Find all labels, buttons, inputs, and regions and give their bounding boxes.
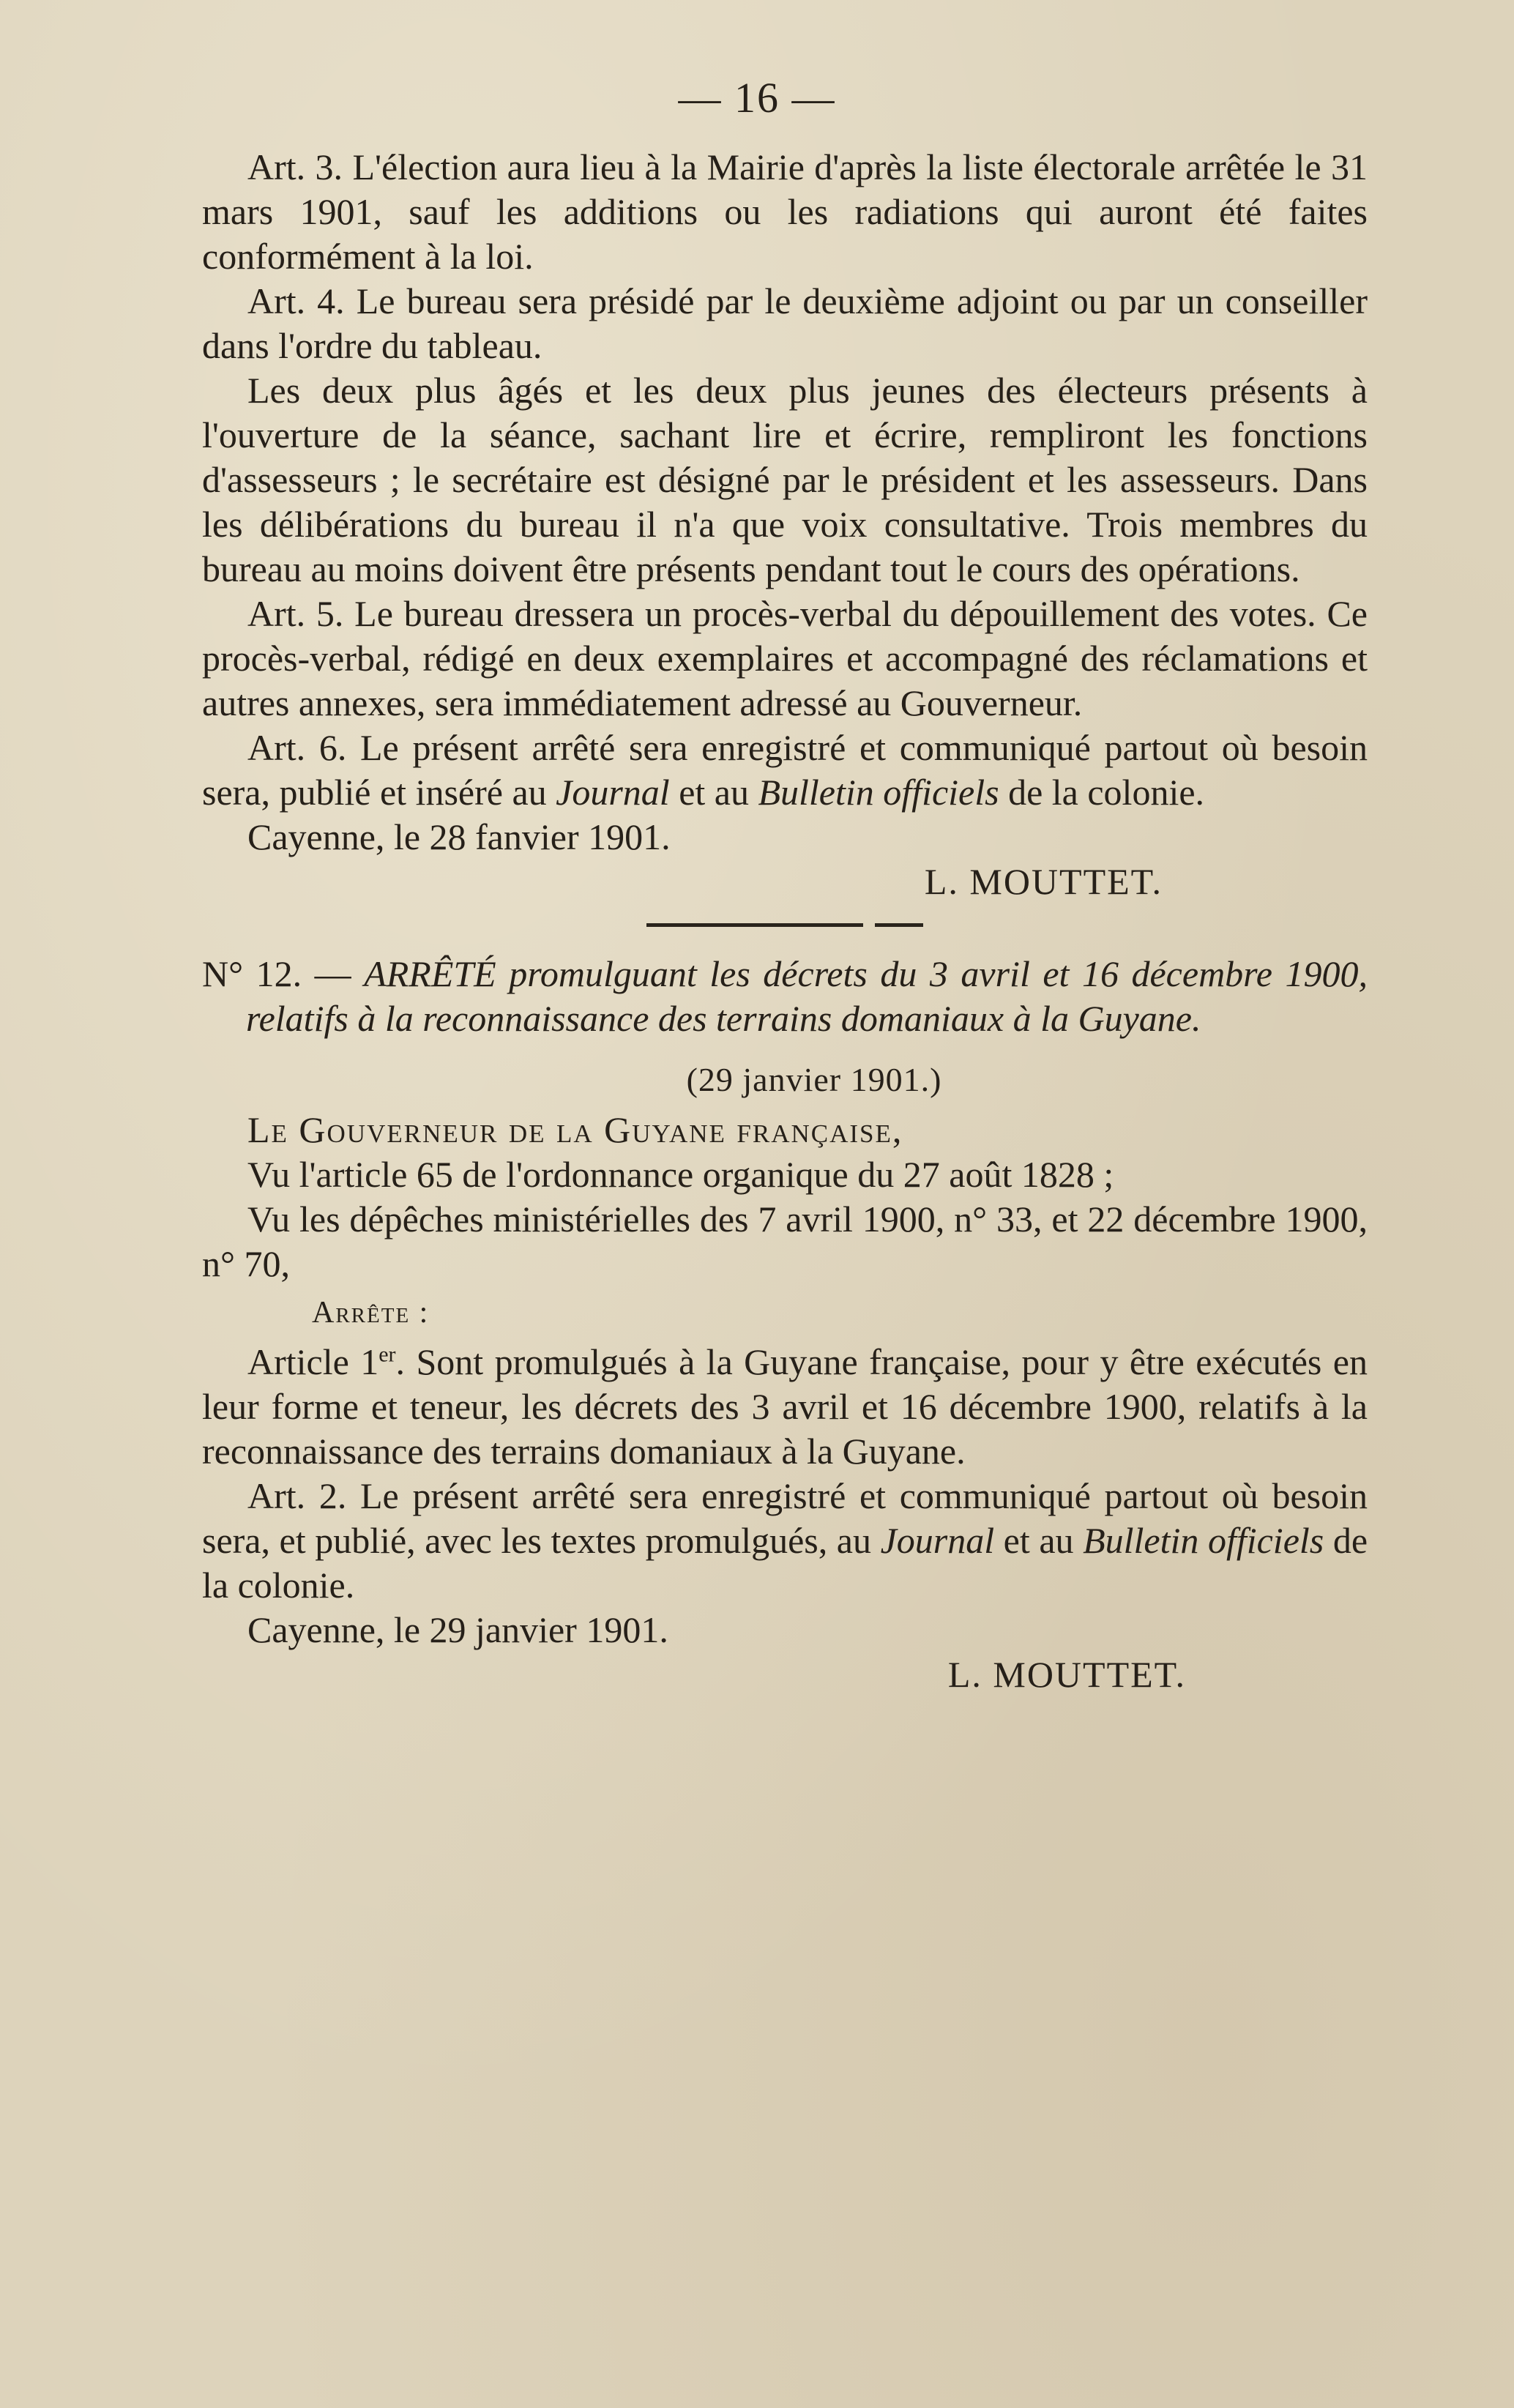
section-divider	[202, 923, 1368, 927]
divider-short-rule	[875, 923, 923, 927]
gouverneur-line	[202, 1108, 1368, 1152]
blank-bottom-margin	[0, 2042, 1514, 2408]
text-body	[202, 145, 1368, 1697]
decree-number: N° 12. —	[202, 953, 351, 994]
article-6-text-a: Art. 6. Le présent arrêté sera enregistré et communiqué partout où besoin sera, publié et inséré au	[202, 727, 1368, 813]
signature-1: L. MOUTTET.	[924, 861, 1163, 902]
article-6-bulletin: Bulletin officiels	[758, 772, 999, 813]
article-4: Art. 4. Le bureau sera présidé par le deuxième adjoint ou par un conseiller dans l'ordre du tableau.	[202, 280, 1368, 366]
article-1-label: Article 1	[247, 1341, 379, 1382]
article-2-bulletin: Bulletin officiels	[1083, 1520, 1324, 1561]
divider-long-rule	[646, 923, 863, 927]
vu-depeches: Vu les dépêches ministérielles des 7 avril 1900, n° 33, et 22 décembre 1900, n° 70,	[202, 1199, 1368, 1284]
gouverneur-text: Le Gouverneur de la Guyane française,	[247, 1109, 903, 1150]
place-date-1: Cayenne, le 28 fanvier 1901.	[247, 816, 671, 857]
article-6-journal: Journal	[556, 772, 670, 813]
article-2-text-b: et au	[1003, 1520, 1074, 1561]
article-6-text-b: et au	[679, 772, 749, 813]
article-1-text: . Sont promulgués à la Guyane française, pour y être exécutés en leur forme et teneur, les décrets des 3 avril et 16 décembre 1900, relatifs à la reconnaissance des terrains domaniaux à la Guyane.	[202, 1341, 1368, 1472]
article-6	[202, 726, 1368, 815]
article-5: Art. 5. Le bureau dressera un procès-verbal du dépouillement des votes. Ce procès-verbal, rédigé en deux exemplaires et accompagné des réclamations et autres annexes, sera immédiatement adressé au Gouverneur.	[202, 593, 1368, 723]
arrete-label: Arrête :	[312, 1296, 430, 1330]
article-4-continued: Les deux plus âgés et les deux plus jeunes des électeurs présents à l'ouverture de la séance, sachant lire et écrire, rempliront les fonctions d'assesseurs ; le secrétaire est désigné par le président et les assesseurs. Dans les délibérations du bureau il n'a que voix consultative. Trois membres du bureau au moins doivent être présents pendant tout le cours des opérations.	[202, 370, 1368, 589]
decree-date: (29 janvier 1901.)	[686, 1061, 942, 1098]
article-2	[202, 1474, 1368, 1608]
article-1	[202, 1340, 1368, 1474]
article-3: Art. 3. L'élection aura lieu à la Mairie d'après la liste électorale arrêtée le 31 mars 1901, sauf les additions ou les radiations qui auront été faites conformément à la loi.	[202, 146, 1368, 277]
signature-2: L. MOUTTET.	[947, 1654, 1186, 1695]
vu-article-65: Vu l'article 65 de l'ordonnance organique du 27 août 1828 ;	[247, 1154, 1114, 1195]
article-2-journal: Journal	[880, 1520, 995, 1561]
place-date-2: Cayenne, le 29 janvier 1901.	[247, 1609, 668, 1650]
article-2-text-a: Art. 2. Le présent arrêté sera enregistré et communiqué partout où besoin sera, et publié, avec les textes promulgués, au	[202, 1475, 1368, 1561]
decree-title: ARRÊTÉ promulguant les décrets du 3 avril et 16 décembre 1900, relatifs à la reconnaissance des terrains domaniaux à la Guyane.	[246, 953, 1368, 1039]
article-1-sup: er	[378, 1342, 396, 1367]
page-number: — 16 —	[678, 74, 836, 122]
article-2-text-c: de la colonie.	[202, 1520, 1368, 1606]
article-6-text-c: de la colonie.	[1008, 772, 1205, 813]
decree-heading	[202, 952, 1368, 1041]
